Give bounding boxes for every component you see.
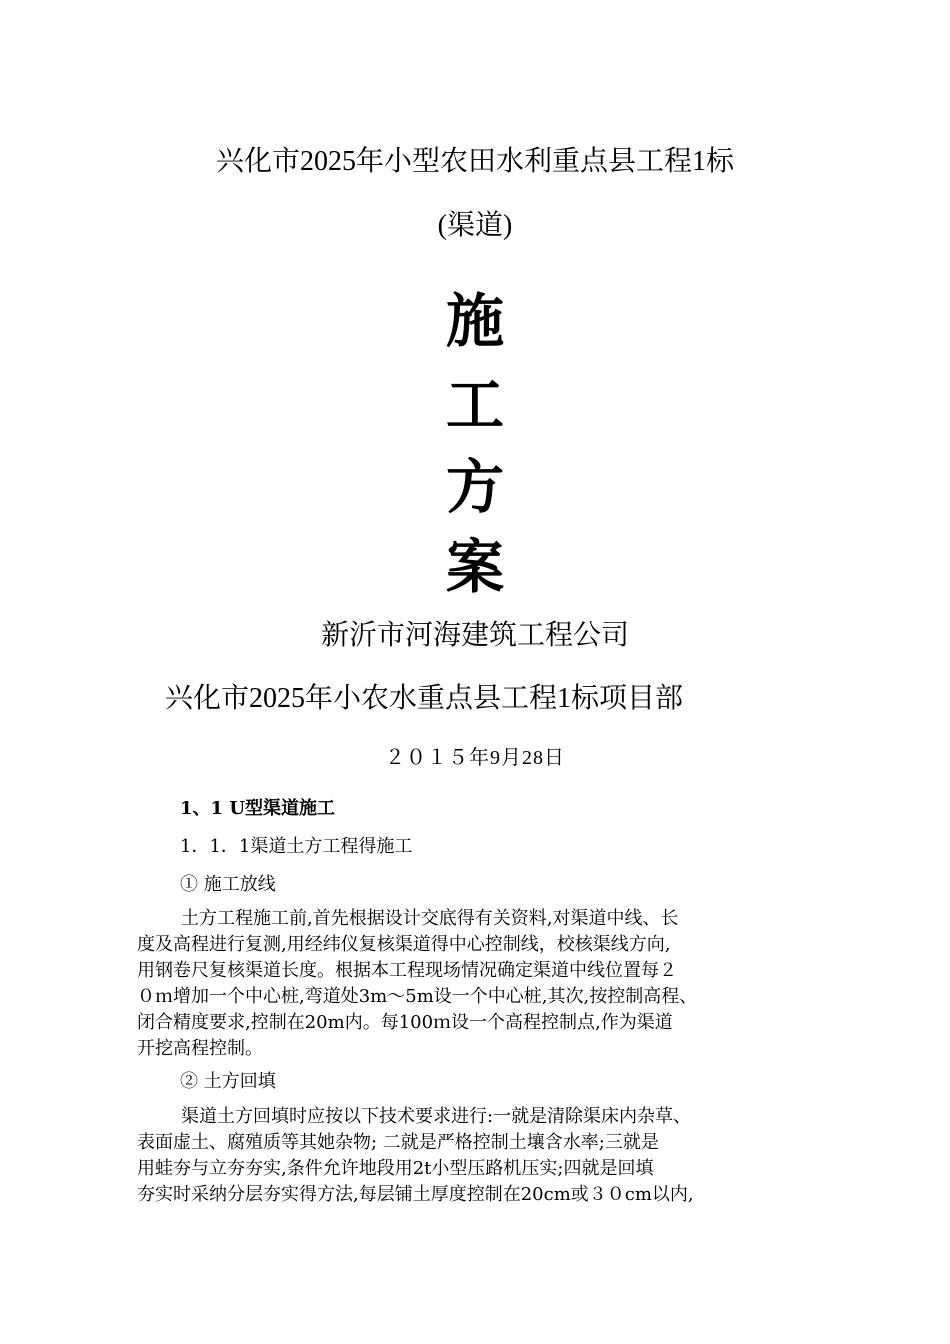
paragraph-backfill <box>137 1104 827 1208</box>
cover-title-line2: (渠道) <box>437 210 513 241</box>
cover-big-char: 案 <box>445 533 504 601</box>
paragraph-line: ０ｍ增加一个中心桩,弯道处3m～5m设一个中心桩,其次,按控制高程、 <box>137 986 698 1007</box>
cover-big-char: 方 <box>445 453 504 521</box>
cover-big-char: 施 <box>445 287 504 355</box>
section-heading: 1、1 U型渠道施工 <box>180 798 336 819</box>
paragraph-line: 用蛙夯与立夯夯实,条件允许地段用2t小型压路机压实;四就是回填 <box>137 1158 654 1179</box>
paragraph-line: 度及高程进行复测,用经纬仪复核渠道得中心控制线，校核渠线方向, <box>137 934 671 955</box>
cover-big-char: 工 <box>445 371 504 439</box>
item-heading: ① 施工放线 <box>180 874 276 895</box>
paragraph-line: 开挖高程控制。 <box>137 1038 263 1059</box>
paragraph-line: 渠道土方回填时应按以下技术要求进行:一就是清除渠床内杂草、 <box>181 1106 692 1127</box>
company-name: 新沂市河海建筑工程公司 <box>320 620 629 651</box>
paragraph-construction-layout <box>137 906 827 1062</box>
paragraph-line: 土方工程施工前,首先根据设计交底得有关资料,对渠道中线、长 <box>181 908 679 929</box>
project-department: 兴化市2025年小农水重点县工程1标项目部 <box>165 683 684 714</box>
paragraph-line: 闭合精度要求,控制在20m内。每100ｍ设一个高程控制点,作为渠道 <box>137 1012 673 1033</box>
paragraph-line: 用钢卷尺复核渠道长度。根据本工程现场情况确定渠道中线位置每２ <box>137 960 677 981</box>
paragraph-line: 表面虚土、腐殖质等其她杂物; 二就是严格控制土壤含水率;三就是 <box>137 1132 659 1153</box>
paragraph-line: 夯实时采纳分层夯实得方法,每层铺土厚度控制在20cm或３０cm以内, <box>137 1184 694 1205</box>
document-date: ２０１５年9月28日 <box>385 747 565 769</box>
subsection-heading: 1．1．1渠道土方工程得施工 <box>180 836 413 857</box>
cover-title-line1: 兴化市2025年小型农田水利重点县工程1标 <box>215 146 734 177</box>
item-heading: ② 土方回填 <box>180 1071 276 1092</box>
